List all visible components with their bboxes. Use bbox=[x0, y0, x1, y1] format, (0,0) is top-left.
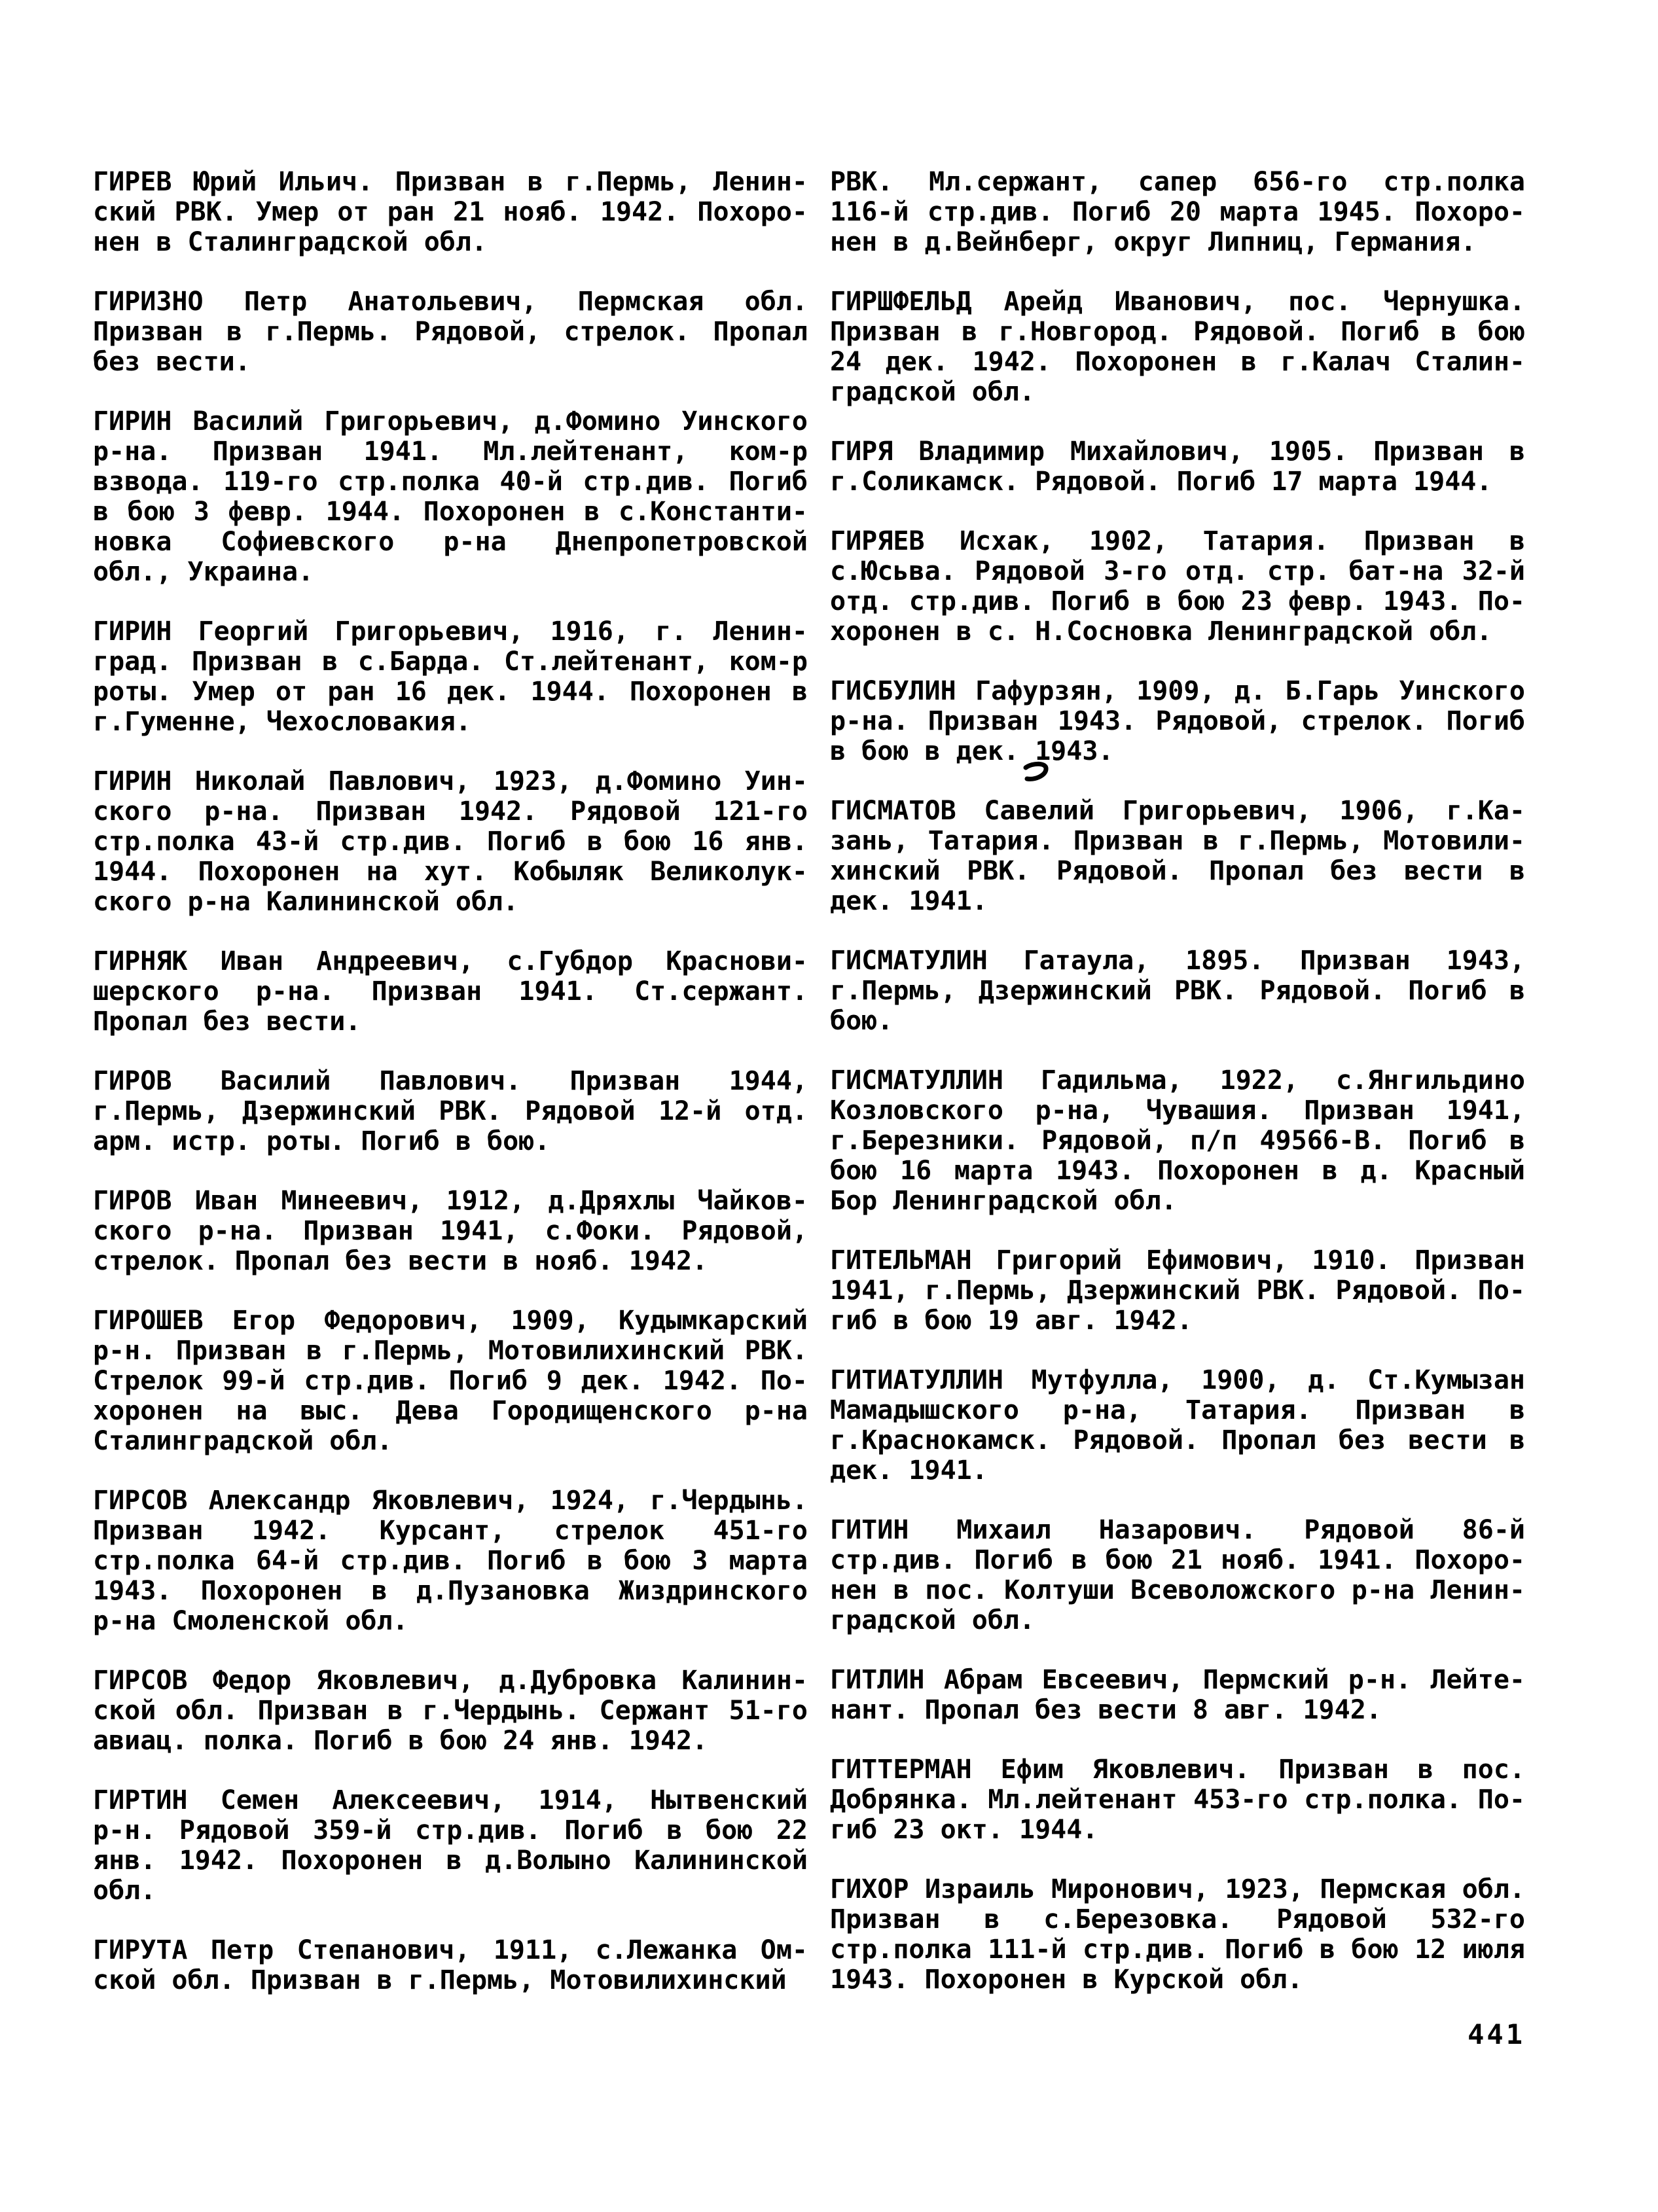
entry-line: ГИРЯЕВ Исхак, 1902, Татария. Призван в bbox=[830, 526, 1525, 556]
entry-line: 1941, г.Пермь, Дзержинский РВК. Рядовой. По- bbox=[830, 1275, 1525, 1306]
ink-smudge-artifact bbox=[1022, 760, 1054, 788]
memorial-entry bbox=[830, 676, 1525, 766]
entry-line: ГИРИН Василий Григорьевич, д.Фомино Уинского bbox=[93, 406, 808, 437]
entry-line: с.Юсьва. Рядовой 3-го отд. стр. бат-на 32-й bbox=[830, 556, 1525, 586]
memorial-entry bbox=[830, 526, 1525, 647]
entry-line: без вести. bbox=[93, 347, 251, 377]
entry-line: р-на. Призван 1941. Мл.лейтенант, ком-р bbox=[93, 437, 808, 467]
entry-line: дек. 1941. bbox=[830, 886, 988, 916]
entry-line: Стрелок 99-й стр.див. Погиб 9 дек. 1942. По- bbox=[93, 1366, 808, 1396]
entry-line: Добрянка. Мл.лейтенант 453-го стр.полка. По- bbox=[830, 1785, 1525, 1815]
entry-line: хоронен в с. Н.Сосновка Ленинградской обл. bbox=[830, 616, 1492, 647]
entry-line: взвода. 119-го стр.полка 40-й стр.див. Погиб bbox=[93, 467, 808, 497]
memorial-entry bbox=[93, 406, 808, 587]
memorial-entry bbox=[830, 1515, 1525, 1635]
memorial-entry bbox=[830, 946, 1525, 1036]
memorial-entry bbox=[93, 287, 808, 377]
entry-line: ГИРОШЕВ Егор Федорович, 1909, Кудымкарский bbox=[93, 1306, 808, 1336]
entry-line: ГИРОВ Василий Павлович. Призван 1944, bbox=[93, 1066, 808, 1096]
memorial-entry bbox=[830, 1245, 1525, 1336]
entry-line: г.Березники. Рядовой, п/п 49566-В. Погиб в bbox=[830, 1126, 1525, 1156]
memorial-entry bbox=[93, 1486, 808, 1636]
entry-line: в бою в дек. 1943. bbox=[830, 736, 1114, 766]
entry-line: градской обл. bbox=[830, 1605, 1036, 1635]
entry-line: ГИРОВ Иван Минеевич, 1912, д.Дряхлы Чайков- bbox=[93, 1186, 808, 1216]
entry-line: ГИСМАТОВ Савелий Григорьевич, 1906, г.Ка- bbox=[830, 796, 1525, 826]
entry-line: ского р-на Калининской обл. bbox=[93, 887, 519, 917]
entry-line: Мамадышского р-на, Татария. Призван в bbox=[830, 1395, 1525, 1425]
entry-line: ГИРНЯК Иван Андреевич, с.Губдор Краснови- bbox=[93, 946, 808, 976]
entry-line: ГИТТЕРМАН Ефим Яковлевич. Призван в пос. bbox=[830, 1755, 1525, 1785]
memorial-entry bbox=[830, 1874, 1525, 1995]
entry-line: нен в д.Вейнберг, округ Липниц, Германия. bbox=[830, 227, 1477, 257]
memorial-entry bbox=[93, 1666, 808, 1756]
entry-line: ГИРИН Георгий Григорьевич, 1916, г. Ленин- bbox=[93, 616, 808, 647]
entry-line: ский РВК. Умер от ран 21 нояб. 1942. Похоро- bbox=[93, 197, 808, 227]
entry-line: ГИСМАТУЛЛИН Гадильма, 1922, с.Янгильдино bbox=[830, 1065, 1525, 1096]
entry-line: ГИРЕВ Юрий Ильич. Призван в г.Пермь, Ленин- bbox=[93, 167, 808, 197]
entry-line: р-н. Призван в г.Пермь, Мотовилихинский РВК. bbox=[93, 1336, 808, 1366]
entry-line: г.Краснокамск. Рядовой. Пропал без вести в bbox=[830, 1425, 1525, 1455]
entry-line: р-н. Рядовой 359-й стр.див. Погиб в бою 22 bbox=[93, 1815, 808, 1846]
memorial-entry bbox=[830, 437, 1525, 497]
entry-line: стр.полка 111-й стр.див. Погиб в бою 12 июля bbox=[830, 1935, 1525, 1965]
entry-line: г.Пермь, Дзержинский РВК. Рядовой 12-й отд. bbox=[93, 1096, 808, 1126]
memorial-entry bbox=[830, 1665, 1525, 1725]
memorial-entry bbox=[830, 167, 1525, 257]
entry-line: ГИРЯ Владимир Михайлович, 1905. Призван в bbox=[830, 437, 1525, 467]
memorial-entry bbox=[93, 616, 808, 737]
entry-line: град. Призван в с.Барда. Ст.лейтенант, ком-р bbox=[93, 647, 808, 677]
entry-line: ГИРИЗНО Петр Анатольевич, Пермская обл. bbox=[93, 287, 808, 317]
entry-line: новка Софиевского р-на Днепропетровской bbox=[93, 527, 808, 557]
entry-line: р-на Смоленской обл. bbox=[93, 1606, 408, 1636]
entry-line: РВК. Мл.сержант, сапер 656-го стр.полка bbox=[830, 167, 1525, 197]
entry-line: ГИСБУЛИН Гафурзян, 1909, д. Б.Гарь Уинского bbox=[830, 676, 1525, 706]
memorial-entry bbox=[93, 766, 808, 917]
entry-line: Пропал без вести. bbox=[93, 1007, 361, 1037]
entry-line: арм. истр. роты. Погиб в бою. bbox=[93, 1126, 550, 1156]
entry-line: Призван 1942. Курсант, стрелок 451-го bbox=[93, 1516, 808, 1546]
entry-line: ГИТЛИН Абрам Евсеевич, Пермский р-н. Лейте- bbox=[830, 1665, 1525, 1695]
entry-line: Бор Ленинградской обл. bbox=[830, 1186, 1177, 1216]
entry-line: Призван в с.Березовка. Рядовой 532-го bbox=[830, 1904, 1525, 1935]
ink-curl-icon bbox=[1022, 760, 1054, 788]
entry-line: ГИРИН Николай Павлович, 1923, д.Фомино Уин- bbox=[93, 766, 808, 796]
entry-line: стрелок. Пропал без вести в нояб. 1942. bbox=[93, 1246, 708, 1276]
entry-line: стр.полка 64-й стр.див. Погиб в бою 3 марта bbox=[93, 1546, 808, 1576]
entry-line: янв. 1942. Похоронен в д.Волыно Калининской bbox=[93, 1846, 808, 1876]
entry-line: бою. bbox=[830, 1006, 893, 1036]
entry-line: ГИТЕЛЬМАН Григорий Ефимович, 1910. Призван bbox=[830, 1245, 1525, 1275]
entry-line: гиб в бою 19 авг. 1942. bbox=[830, 1306, 1193, 1336]
entry-line: обл. bbox=[93, 1876, 156, 1906]
left-column bbox=[93, 167, 808, 2025]
entry-line: Призван в г.Новгород. Рядовой. Погиб в бою bbox=[830, 317, 1525, 347]
entry-line: ГИРУТА Петр Степанович, 1911, с.Лежанка Ом- bbox=[93, 1935, 808, 1965]
entry-line: хоронен на выс. Дева Городищенского р-на bbox=[93, 1396, 808, 1426]
entry-line: авиац. полка. Погиб в бою 24 янв. 1942. bbox=[93, 1726, 708, 1756]
entry-line: ГИРТИН Семен Алексеевич, 1914, Нытвенский bbox=[93, 1785, 808, 1815]
memorial-entry bbox=[93, 1935, 808, 1995]
entry-line: бою 16 марта 1943. Похоронен в д. Красный bbox=[830, 1156, 1525, 1186]
entry-line: р-на. Призван 1943. Рядовой, стрелок. Погиб bbox=[830, 706, 1525, 736]
memorial-entry bbox=[93, 1186, 808, 1276]
entry-line: ГИРСОВ Александр Яковлевич, 1924, г.Чердынь. bbox=[93, 1486, 808, 1516]
entry-line: ГИСМАТУЛИН Гатаула, 1895. Призван 1943, bbox=[830, 946, 1525, 976]
entry-line: ской обл. Призван в г.Чердынь. Сержант 51-го bbox=[93, 1696, 808, 1726]
entry-line: 1943. Похоронен в д.Пузановка Жиздринского bbox=[93, 1576, 808, 1606]
entry-line: нен в пос. Колтуши Всеволожского р-на Ленин- bbox=[830, 1575, 1525, 1605]
entry-line: г.Пермь, Дзержинский РВК. Рядовой. Погиб в bbox=[830, 976, 1525, 1006]
entry-line: роты. Умер от ран 16 дек. 1944. Похоронен в bbox=[93, 677, 808, 707]
entry-line: стр.див. Погиб в бою 21 нояб. 1941. Похоро- bbox=[830, 1545, 1525, 1575]
entry-line: ского р-на. Призван 1941, с.Фоки. Рядовой, bbox=[93, 1216, 808, 1246]
entry-line: обл., Украина. bbox=[93, 557, 314, 587]
entry-line: зань, Татария. Призван в г.Пермь, Мотовили- bbox=[830, 826, 1525, 856]
entry-line: 116-й стр.див. Погиб 20 марта 1945. Похоро- bbox=[830, 197, 1525, 227]
entry-line: ГИРШФЕЛЬД Арейд Иванович, пос. Чернушка. bbox=[830, 287, 1525, 317]
entry-line: дек. 1941. bbox=[830, 1455, 988, 1486]
memorial-entry bbox=[93, 1306, 808, 1456]
page-number: 441 bbox=[1468, 2018, 1525, 2050]
memorial-entry bbox=[93, 1785, 808, 1906]
entry-line: 1943. Похоронен в Курской обл. bbox=[830, 1965, 1303, 1995]
entry-line: хинский РВК. Рядовой. Пропал без вести в bbox=[830, 856, 1525, 886]
entry-line: гиб 23 окт. 1944. bbox=[830, 1815, 1098, 1845]
entry-line: градской обл. bbox=[830, 377, 1036, 407]
memorial-entry bbox=[830, 1365, 1525, 1486]
entry-line: шерского р-на. Призван 1941. Ст.сержант. bbox=[93, 976, 808, 1007]
right-column bbox=[830, 167, 1525, 2024]
entry-line: ГИТИН Михаил Назарович. Рядовой 86-й bbox=[830, 1515, 1525, 1545]
entry-line: 1944. Похоронен на хут. Кобыляк Великолук- bbox=[93, 857, 808, 887]
entry-line: стр.полка 43-й стр.див. Погиб в бою 16 янв. bbox=[93, 827, 808, 857]
memorial-entry bbox=[93, 1066, 808, 1156]
entry-line: в бою 3 февр. 1944. Похоронен в с.Константи- bbox=[93, 497, 808, 527]
entry-line: отд. стр.див. Погиб в бою 23 февр. 1943. По- bbox=[830, 586, 1525, 616]
entry-line: г.Соликамск. Рядовой. Погиб 17 марта 1944. bbox=[830, 467, 1492, 497]
entry-line: ского р-на. Призван 1942. Рядовой 121-го bbox=[93, 796, 808, 827]
entry-line: нант. Пропал без вести 8 авг. 1942. bbox=[830, 1695, 1382, 1725]
memorial-entry bbox=[93, 167, 808, 257]
entry-line: г.Гуменне, Чехословакия. bbox=[93, 707, 471, 737]
memorial-entry bbox=[93, 946, 808, 1037]
entry-line: ГИТИАТУЛЛИН Мутфулла, 1900, д. Ст.Кумызан bbox=[830, 1365, 1525, 1395]
entry-line: ской обл. Призван в г.Пермь, Мотовилихинский bbox=[93, 1965, 787, 1995]
entry-line: Сталинградской обл. bbox=[93, 1426, 393, 1456]
memorial-entry bbox=[830, 1065, 1525, 1216]
entry-line: 24 дек. 1942. Похоронен в г.Калач Сталин- bbox=[830, 347, 1525, 377]
entry-line: ГИХОР Израиль Миронович, 1923, Пермская обл. bbox=[830, 1874, 1525, 1904]
entry-line: нен в Сталинградской обл. bbox=[93, 227, 488, 257]
entry-line: ГИРСОВ Федор Яковлевич, д.Дубровка Калинин- bbox=[93, 1666, 808, 1696]
memorial-entry bbox=[830, 796, 1525, 916]
entry-line: Козловского р-на, Чувашия. Призван 1941, bbox=[830, 1096, 1525, 1126]
entry-line: Призван в г.Пермь. Рядовой, стрелок. Пропал bbox=[93, 317, 808, 347]
memorial-entry bbox=[830, 1755, 1525, 1845]
memorial-entry bbox=[830, 287, 1525, 407]
